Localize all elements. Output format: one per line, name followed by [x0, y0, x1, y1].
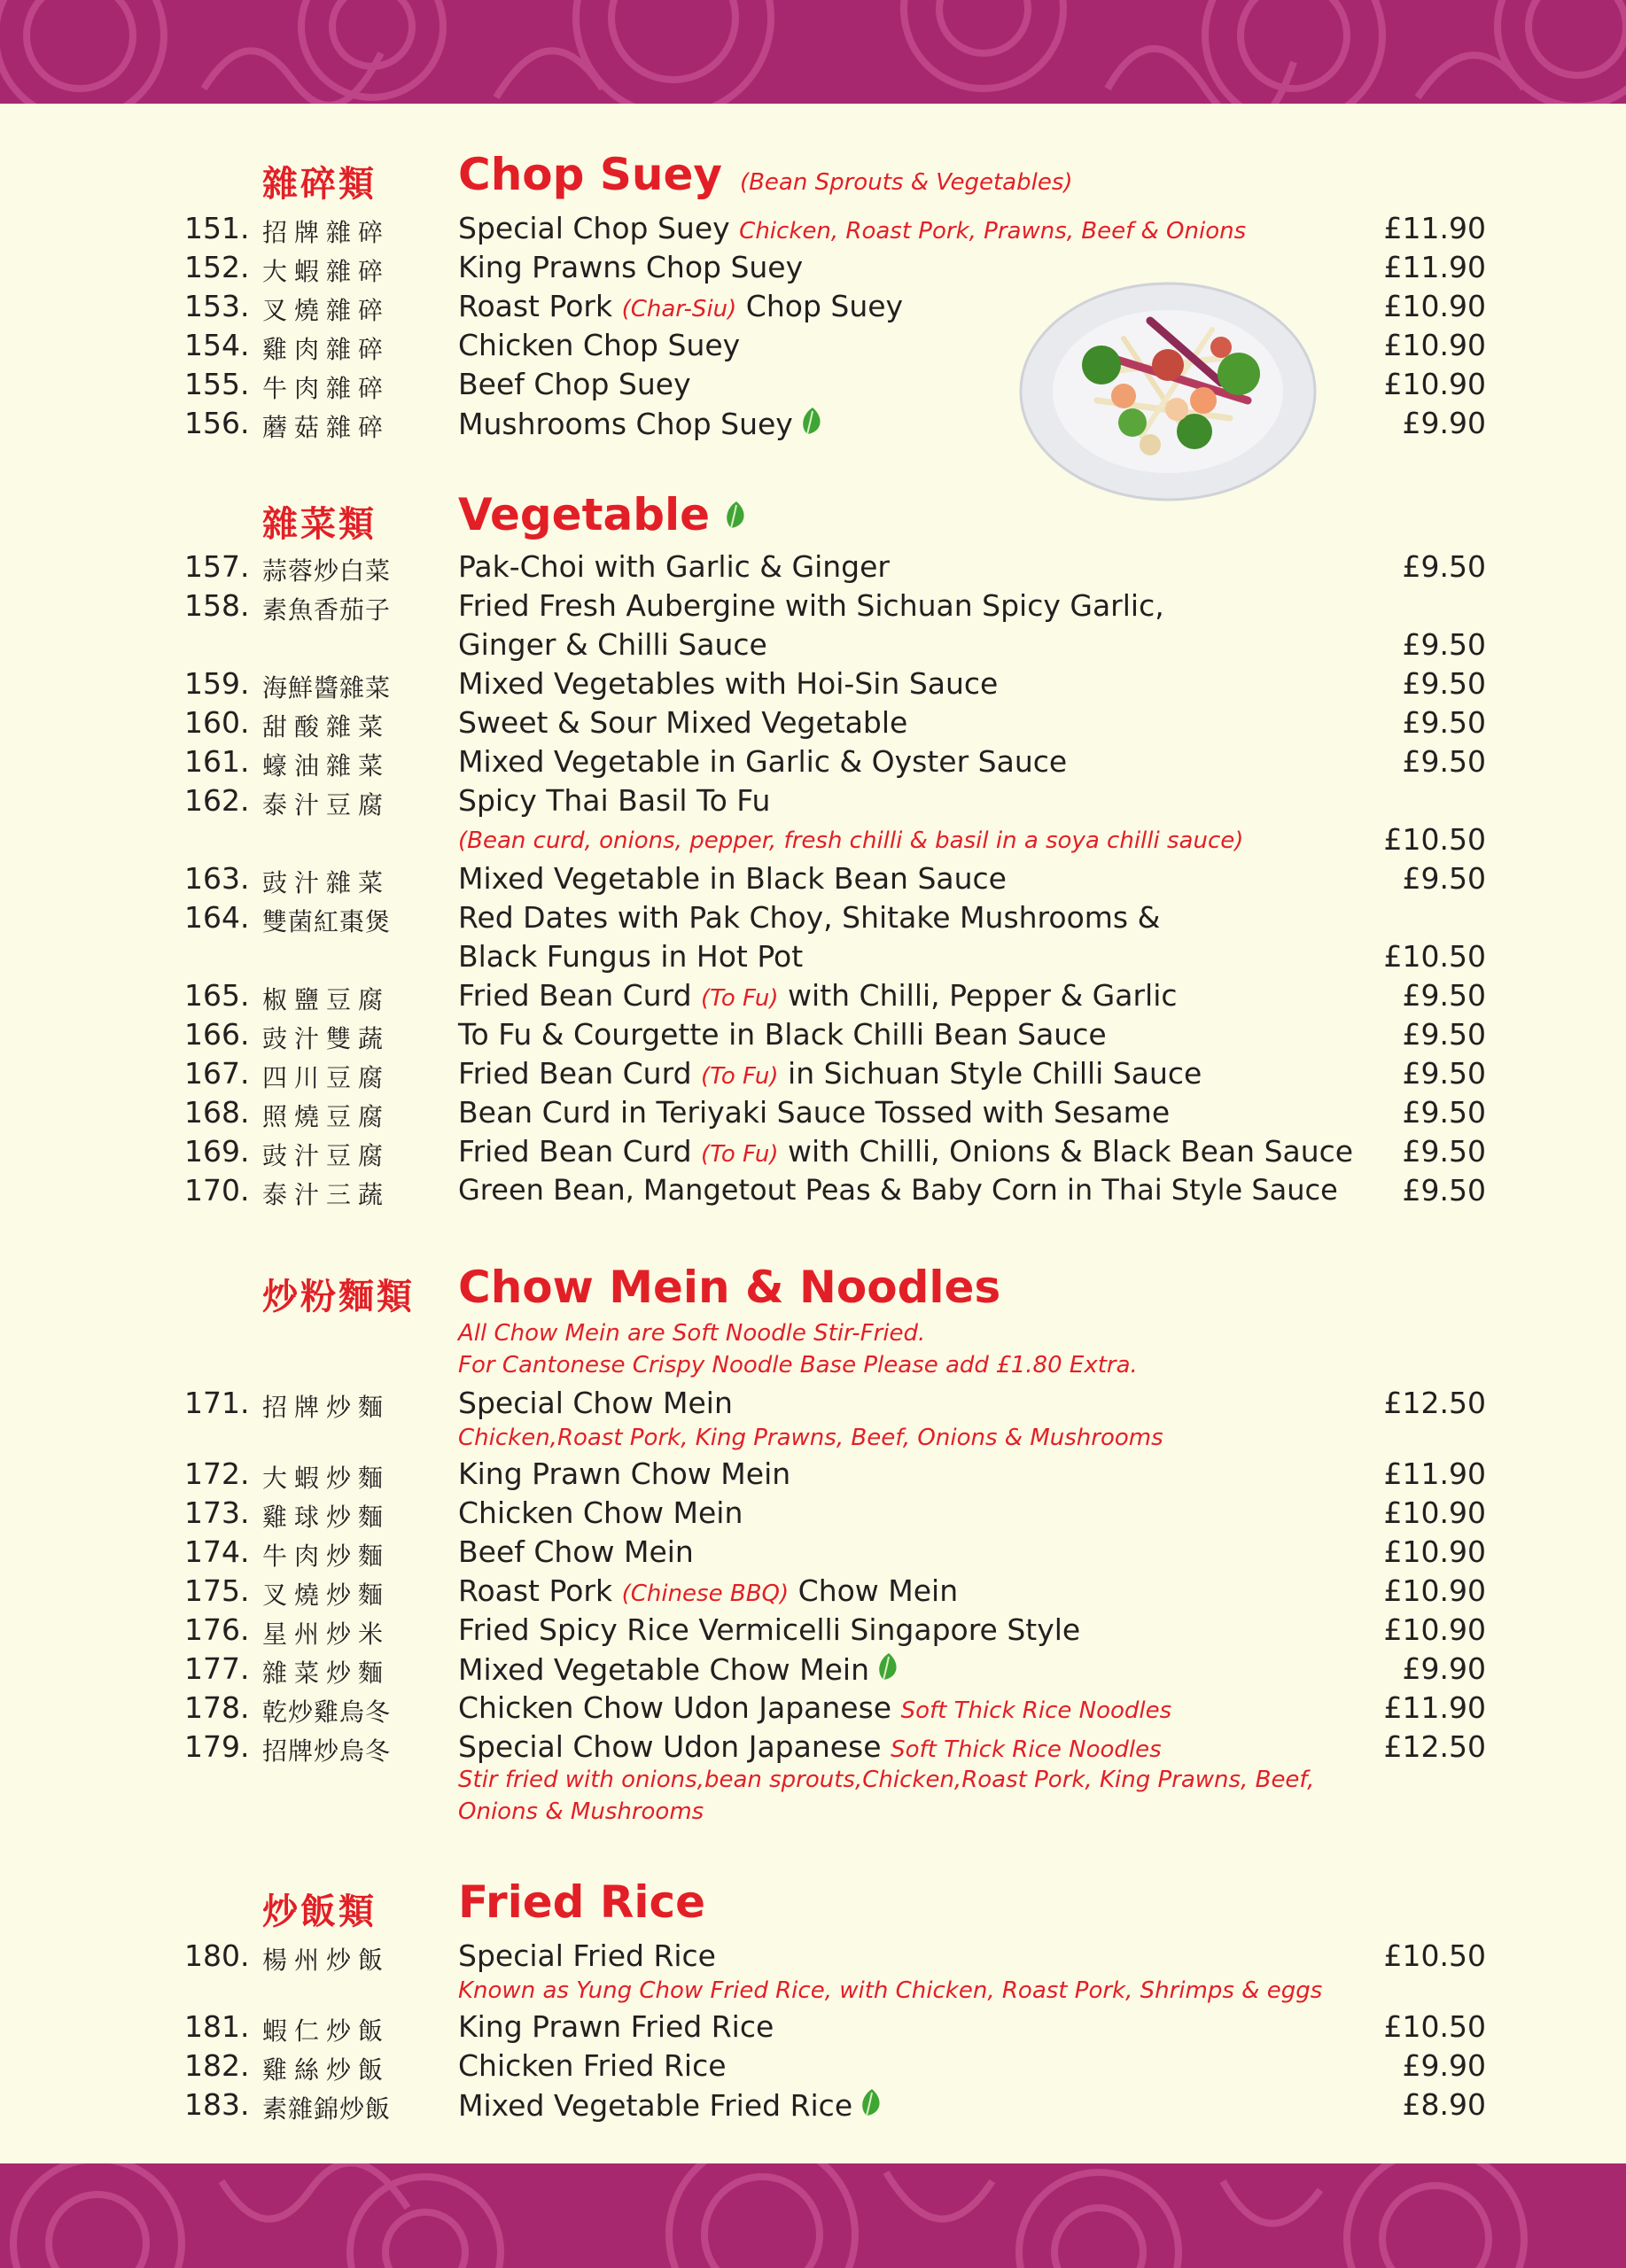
item-chinese-name: 牛肉雜碎 — [262, 374, 391, 403]
item-name-text: Mixed Vegetable Chow Mein — [458, 1652, 870, 1687]
item-price: £9.50 — [1402, 861, 1486, 896]
item-price: £9.90 — [1402, 2048, 1486, 2083]
item-description: (Bean curd, onions, pepper, fresh chilli & basil in a soya chilli sauce) — [458, 827, 1244, 854]
menu-item — [0, 1938, 1626, 2009]
item-number: 154. — [184, 328, 250, 362]
item-number: 168. — [184, 1095, 250, 1130]
item-chinese-name: 照燒豆腐 — [262, 1102, 391, 1131]
menu-item — [0, 588, 1626, 666]
item-number: 183. — [184, 2087, 250, 2122]
item-number: 170. — [184, 1173, 250, 1208]
menu-item — [0, 406, 1626, 445]
menu-item — [0, 744, 1626, 783]
item-chinese-name: 招牌炒麵 — [262, 1393, 391, 1422]
item-name — [458, 289, 903, 323]
item-price: £9.50 — [1402, 1056, 1486, 1091]
item-chinese-name: 素魚香茄子 — [262, 595, 392, 625]
item-number: 164. — [184, 900, 250, 935]
item-note-inline: (To Fu) — [701, 1063, 779, 1090]
item-number: 167. — [184, 1056, 250, 1091]
item-name: King Prawn Fried Rice — [458, 2009, 774, 2044]
item-price: £10.50 — [1383, 822, 1486, 857]
item-name: To Fu & Courgette in Black Chilli Bean Sauce — [458, 1017, 1107, 1052]
item-chinese-name: 星州炒米 — [262, 1619, 391, 1649]
section-header — [0, 149, 1626, 206]
menu-item — [0, 1534, 1626, 1573]
item-price: £11.90 — [1383, 250, 1486, 284]
item-chinese-name: 雞肉雜碎 — [262, 335, 391, 364]
item-number: 156. — [184, 406, 250, 440]
item-price: £9.50 — [1402, 549, 1486, 584]
item-name: Chicken Chop Suey — [458, 328, 741, 362]
vegetarian-leaf-icon — [722, 500, 751, 530]
item-name: Sweet & Sour Mixed Vegetable — [458, 705, 908, 740]
item-number: 177. — [184, 1651, 250, 1686]
item-note-inline: (Char-Siu) — [621, 296, 737, 322]
section-intro-note: All Chow Mein are Soft Noodle Stir-Fried. — [458, 1320, 926, 1347]
item-number: 162. — [184, 783, 250, 818]
item-price: £8.90 — [1402, 2087, 1486, 2122]
item-number: 166. — [184, 1017, 250, 1052]
item-chinese-name: 海鮮醬雜菜 — [262, 673, 392, 703]
item-chinese-name: 甜酸雜菜 — [262, 712, 391, 742]
item-name: Fried Spicy Rice Vermicelli Singapore Style — [458, 1612, 1081, 1647]
menu-item — [0, 978, 1626, 1017]
menu-item — [0, 861, 1626, 900]
top-decorative-band — [0, 0, 1626, 104]
item-name — [458, 1651, 903, 1687]
item-chinese-name: 泰汁豆腐 — [262, 790, 391, 819]
item-description: Soft Thick Rice Noodles — [891, 1736, 1162, 1763]
item-chinese-name: 蝦仁炒飯 — [262, 2016, 391, 2046]
item-name: Chicken Fried Rice — [458, 2048, 727, 2083]
menu-item — [0, 1651, 1626, 1690]
menu-item — [0, 1612, 1626, 1651]
section-title-text: Chop Suey — [458, 149, 722, 200]
item-name — [458, 1056, 1202, 1091]
menu-item — [0, 289, 1626, 328]
item-name: Green Bean, Mangetout Peas & Baby Corn in Thai Style Sauce — [458, 1173, 1338, 1207]
bottom-decorative-band — [0, 2163, 1626, 2268]
menu-item — [0, 783, 1626, 861]
item-number: 179. — [184, 1729, 250, 1764]
item-name — [458, 978, 1178, 1013]
item-name: Bean Curd in Teriyaki Sauce Tossed with Sesame — [458, 1095, 1171, 1130]
menu-item — [0, 211, 1626, 250]
item-number: 152. — [184, 250, 250, 284]
item-chinese-name: 四川豆腐 — [262, 1063, 391, 1092]
section-title — [458, 149, 1073, 200]
item-price: £10.90 — [1383, 1534, 1486, 1569]
menu-item — [0, 666, 1626, 705]
item-name-text: with Chilli, Onions & Black Bean Sauce — [788, 1134, 1354, 1169]
band-pattern — [0, 2163, 1626, 2268]
item-chinese-name: 椒鹽豆腐 — [262, 985, 391, 1014]
item-price: £10.90 — [1383, 1573, 1486, 1608]
item-number: 159. — [184, 666, 250, 701]
item-chinese-name: 牛肉炒麵 — [262, 1542, 391, 1571]
item-price: £11.90 — [1383, 211, 1486, 245]
item-chinese-name: 叉燒炒麵 — [262, 1581, 391, 1610]
section-title: Chow Mein & Noodles — [458, 1262, 1001, 1313]
item-name — [458, 406, 827, 441]
item-price: £9.90 — [1402, 1651, 1486, 1686]
item-name-text: with Chilli, Pepper & Garlic — [788, 978, 1178, 1013]
item-name: King Prawns Chop Suey — [458, 250, 804, 284]
item-price: £10.50 — [1383, 1938, 1486, 1973]
item-chinese-name: 豉汁豆腐 — [262, 1141, 391, 1170]
item-price: £11.90 — [1383, 1690, 1486, 1725]
vegetarian-leaf-icon — [798, 406, 827, 436]
item-number: 155. — [184, 367, 250, 401]
menu-item — [0, 1173, 1626, 1212]
menu-item — [0, 328, 1626, 367]
item-description: Chicken, Roast Pork, Prawns, Beef & Onions — [739, 218, 1247, 245]
item-price: £9.50 — [1402, 627, 1486, 662]
item-chinese-name: 乾炒雞烏冬 — [262, 1697, 392, 1727]
item-price: £10.50 — [1383, 939, 1486, 974]
menu-item — [0, 2009, 1626, 2048]
item-name-text: Fried Bean Curd — [458, 1134, 692, 1169]
menu-item — [0, 900, 1626, 978]
item-number: 181. — [184, 2009, 250, 2044]
section-intro-note: For Cantonese Crispy Noodle Base Please add £1.80 Extra. — [458, 1352, 1138, 1379]
menu-item — [0, 1056, 1626, 1095]
item-chinese-name: 蒜蓉炒白菜 — [262, 556, 392, 586]
item-price: £9.50 — [1402, 1095, 1486, 1130]
item-name: Mixed Vegetable in Black Bean Sauce — [458, 861, 1007, 896]
item-name — [458, 2087, 886, 2123]
item-name: Beef Chow Mein — [458, 1534, 694, 1569]
item-chinese-name: 豉汁雜菜 — [262, 868, 391, 897]
section-title — [458, 489, 751, 540]
item-number: 161. — [184, 744, 250, 779]
vegetarian-leaf-icon — [875, 1651, 903, 1682]
item-price: £12.50 — [1383, 1729, 1486, 1764]
item-price: £9.50 — [1402, 744, 1486, 779]
chinese-section-title: 雜碎類 — [262, 164, 377, 205]
menu-item — [0, 1495, 1626, 1534]
item-number: 157. — [184, 549, 250, 584]
section-title: Fried Rice — [458, 1876, 706, 1928]
item-name-text: Chow Mein — [797, 1573, 959, 1608]
item-name-text: in Sichuan Style Chilli Sauce — [788, 1056, 1202, 1091]
section-title-text: Vegetable — [458, 489, 711, 540]
item-price: £10.90 — [1383, 1612, 1486, 1647]
item-chinese-name: 豉汁雙蔬 — [262, 1024, 391, 1053]
item-name: King Prawn Chow Mein — [458, 1456, 791, 1491]
item-note-inline: (To Fu) — [701, 1141, 779, 1168]
item-number: 171. — [184, 1386, 250, 1420]
item-name-text: Special Chop Suey — [458, 211, 730, 245]
item-note-inline: (Chinese BBQ) — [621, 1581, 790, 1607]
item-chinese-name: 雞球炒麵 — [262, 1503, 391, 1532]
item-price: £9.50 — [1402, 1173, 1486, 1208]
item-name-text: Fried Bean Curd — [458, 1056, 692, 1091]
item-number: 158. — [184, 588, 250, 623]
chinese-section-title: 炒飯類 — [262, 1891, 377, 1932]
item-chinese-name: 雞絲炒飯 — [262, 2055, 391, 2085]
item-number: 173. — [184, 1495, 250, 1530]
menu-item — [0, 1017, 1626, 1056]
section-header — [0, 1262, 1626, 1318]
item-name-text: Roast Pork — [458, 1573, 613, 1608]
item-name-line2: Black Fungus in Hot Pot — [458, 939, 804, 974]
item-name: Special Chow Mein — [458, 1386, 733, 1420]
menu-item — [0, 2087, 1626, 2126]
item-description: Known as Yung Chow Fried Rice, with Chicken, Roast Pork, Shrimps & eggs — [458, 1977, 1323, 2004]
item-name-text: Mushrooms Chop Suey — [458, 407, 793, 441]
menu-item — [0, 1134, 1626, 1173]
menu-item — [0, 1456, 1626, 1495]
item-name — [458, 1573, 958, 1608]
menu-item — [0, 1095, 1626, 1134]
menu-item — [0, 1690, 1626, 1729]
item-number: 165. — [184, 978, 250, 1013]
item-number: 172. — [184, 1456, 250, 1491]
menu-item — [0, 705, 1626, 744]
item-chinese-name: 叉燒雜碎 — [262, 296, 391, 325]
item-chinese-name: 楊州炒飯 — [262, 1946, 391, 1975]
item-chinese-name: 素雜錦炒飯 — [262, 2094, 392, 2124]
menu-item — [0, 367, 1626, 406]
menu-item — [0, 549, 1626, 588]
item-price: £10.90 — [1383, 289, 1486, 323]
item-price: £11.90 — [1383, 1456, 1486, 1491]
item-description: Onions & Mushrooms — [458, 1798, 704, 1825]
item-name: Fried Fresh Aubergine with Sichuan Spicy Garlic, — [458, 588, 1164, 623]
item-price: £10.90 — [1383, 1495, 1486, 1530]
item-name: Mixed Vegetables with Hoi-Sin Sauce — [458, 666, 999, 701]
item-name-text: Chicken Chow Udon Japanese — [458, 1690, 892, 1725]
item-chinese-name: 招牌炒烏冬 — [262, 1736, 392, 1766]
item-name: Red Dates with Pak Choy, Shitake Mushrooms & — [458, 900, 1161, 935]
item-name-text: Special Chow Udon Japanese — [458, 1729, 882, 1764]
item-name-line2: Ginger & Chilli Sauce — [458, 627, 767, 662]
item-description: Soft Thick Rice Noodles — [900, 1697, 1172, 1724]
item-description: Stir fried with onions,bean sprouts,Chicken,Roast Pork, King Prawns, Beef, — [458, 1767, 1315, 1793]
menu-item — [0, 250, 1626, 289]
item-price: £9.50 — [1402, 1017, 1486, 1052]
item-chinese-name: 雜菜炒麵 — [262, 1658, 391, 1688]
item-price: £9.50 — [1402, 705, 1486, 740]
item-chinese-name: 蠔油雜菜 — [262, 751, 391, 781]
menu-item — [0, 1573, 1626, 1612]
chinese-section-title: 雜菜類 — [262, 504, 377, 545]
item-number: 153. — [184, 289, 250, 323]
item-name: Special Fried Rice — [458, 1938, 716, 1973]
item-name: Pak-Choi with Garlic & Ginger — [458, 549, 890, 584]
item-price: £9.90 — [1402, 406, 1486, 440]
item-name — [458, 1729, 1162, 1764]
item-chinese-name: 泰汁三蔬 — [262, 1180, 391, 1209]
item-number: 151. — [184, 211, 250, 245]
item-name: Mixed Vegetable in Garlic & Oyster Sauce — [458, 744, 1068, 779]
section-subtitle: (Bean Sprouts & Vegetables) — [739, 169, 1073, 196]
item-number: 169. — [184, 1134, 250, 1169]
item-number: 160. — [184, 705, 250, 740]
item-name — [458, 1134, 1353, 1169]
item-price: £10.50 — [1383, 2009, 1486, 2044]
menu-item — [0, 1729, 1626, 1836]
item-name: Beef Chop Suey — [458, 367, 691, 401]
item-number: 175. — [184, 1573, 250, 1608]
menu-item — [0, 1386, 1626, 1456]
item-price: £12.50 — [1383, 1386, 1486, 1420]
item-price: £10.90 — [1383, 367, 1486, 401]
item-number: 174. — [184, 1534, 250, 1569]
item-number: 163. — [184, 861, 250, 896]
item-number: 180. — [184, 1938, 250, 1973]
item-number: 182. — [184, 2048, 250, 2083]
item-price: £9.50 — [1402, 666, 1486, 701]
vegetarian-leaf-icon — [858, 2087, 886, 2117]
item-name — [458, 211, 1246, 245]
item-name-text: Roast Pork — [458, 289, 613, 323]
chinese-section-title: 炒粉麵類 — [262, 1277, 415, 1317]
section-header — [0, 1876, 1626, 1933]
item-note-inline: (To Fu) — [701, 985, 779, 1012]
item-chinese-name: 蘑菇雜碎 — [262, 413, 391, 442]
item-name-text: Mixed Vegetable Fried Rice — [458, 2088, 853, 2123]
item-price: £9.50 — [1402, 978, 1486, 1013]
item-name-text: Fried Bean Curd — [458, 978, 692, 1013]
item-name — [458, 1690, 1171, 1725]
item-name-text: Chop Suey — [745, 289, 904, 323]
menu-item — [0, 2048, 1626, 2087]
item-chinese-name: 招牌雜碎 — [262, 218, 391, 247]
band-pattern — [0, 0, 1626, 104]
item-chinese-name: 大蝦炒麵 — [262, 1464, 391, 1493]
item-price: £10.90 — [1383, 328, 1486, 362]
item-number: 176. — [184, 1612, 250, 1647]
item-name: Chicken Chow Mein — [458, 1495, 743, 1530]
item-description: Chicken,Roast Pork, King Prawns, Beef, Onions & Mushrooms — [458, 1425, 1163, 1451]
item-name: Spicy Thai Basil To Fu — [458, 783, 771, 818]
item-chinese-name: 大蝦雜碎 — [262, 257, 391, 286]
item-number: 178. — [184, 1690, 250, 1725]
section-header — [0, 489, 1626, 546]
item-chinese-name: 雙菌紅棗煲 — [262, 907, 392, 936]
item-price: £9.50 — [1402, 1134, 1486, 1169]
